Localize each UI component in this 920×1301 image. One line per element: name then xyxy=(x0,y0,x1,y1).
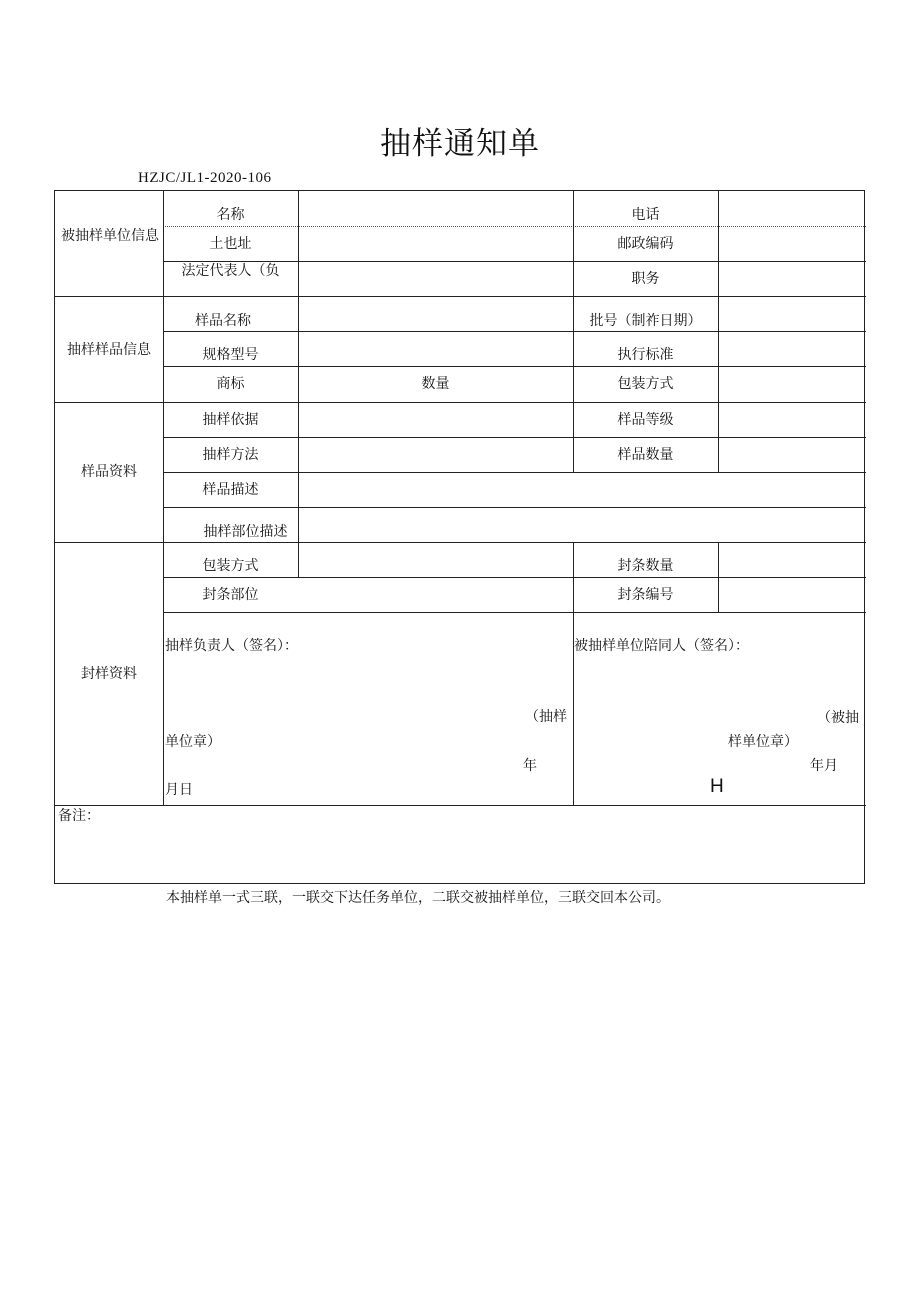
column-divider xyxy=(298,402,299,577)
row-divider xyxy=(163,226,866,227)
label-sampling-basis: 抽样依据 xyxy=(202,412,259,428)
row-divider xyxy=(163,331,866,332)
row-divider xyxy=(163,507,866,508)
label-companion-stamp-b: 样单位章） xyxy=(728,734,798,750)
section-label-sampled-unit: 被抽样单位信息 xyxy=(61,228,159,244)
label-seal-packaging: 包装方式 xyxy=(202,558,259,574)
label-companion-day: H xyxy=(710,776,724,797)
row-divider xyxy=(163,366,866,367)
label-quantity: 数量 xyxy=(421,376,450,392)
label-name: 名称 xyxy=(216,207,245,223)
label-packaging: 包装方式 xyxy=(617,376,674,392)
label-spec-model: 规格型号 xyxy=(202,347,259,363)
label-seal-count: 封条数量 xyxy=(617,558,674,574)
label-sampler-stamp-b: 单位章） xyxy=(165,734,221,750)
label-remarks: 备注： xyxy=(58,808,100,824)
label-address: 土也址 xyxy=(209,236,252,252)
label-companion-year-month: 年月 xyxy=(810,758,838,774)
section-divider xyxy=(55,402,866,403)
label-phone: 电话 xyxy=(631,207,660,223)
label-sampler-month-day: 月日 xyxy=(165,782,193,798)
label-legal-representative: 法定代表人（负 xyxy=(181,263,280,279)
label-brand: 商标 xyxy=(216,376,245,392)
section-label-sample-material: 样品资料 xyxy=(81,464,137,480)
label-execution-standard: 执行标准 xyxy=(617,347,674,363)
label-companion-signature: 被抽样单位陪同人（签名）： xyxy=(574,638,749,654)
column-divider xyxy=(298,191,299,402)
label-sampling-method: 抽样方法 xyxy=(202,447,259,463)
row-divider xyxy=(163,577,866,578)
section-label-sample-info: 抽样样品信息 xyxy=(67,342,151,358)
footnote: 本抽样单一式三联，一联交下达任务单位，二联交被抽样单位，三联交回本公司。 xyxy=(166,890,670,906)
row-divider xyxy=(163,612,866,613)
section-label-seal-material: 封样资料 xyxy=(81,666,137,682)
label-sample-description: 样品描述 xyxy=(202,482,259,498)
section-divider xyxy=(55,805,866,806)
column-divider xyxy=(718,191,719,402)
label-batch-number: 批号（制祚日期） xyxy=(589,313,702,329)
label-sampler-year: 年 xyxy=(523,758,537,774)
label-sample-name: 样品名称 xyxy=(195,313,251,329)
label-seal-number: 封条编号 xyxy=(617,587,674,603)
section-divider xyxy=(55,542,866,543)
column-divider xyxy=(718,542,719,612)
label-postcode: 邮政编码 xyxy=(617,236,674,252)
row-divider xyxy=(163,472,866,473)
label-sampler-signature: 抽样负责人（签名）： xyxy=(165,638,298,654)
document-code: HZJC/JL1-2020-106 xyxy=(138,170,272,186)
label-seal-position: 封条部位 xyxy=(202,587,259,603)
column-divider xyxy=(718,402,719,472)
page-title: 抽样通知单 xyxy=(380,126,540,162)
label-position: 职务 xyxy=(631,271,660,287)
sampling-notice-form xyxy=(54,190,865,884)
row-divider xyxy=(163,437,866,438)
column-divider xyxy=(573,542,574,805)
label-sampling-site: 抽样部位描述 xyxy=(203,524,288,540)
label-companion-stamp-a: （被抽 xyxy=(817,710,859,726)
label-sample-count: 样品数量 xyxy=(617,447,674,463)
label-sample-grade: 样品等级 xyxy=(617,412,674,428)
label-sampler-stamp-a: （抽样 xyxy=(525,709,567,725)
section-divider xyxy=(55,296,866,297)
